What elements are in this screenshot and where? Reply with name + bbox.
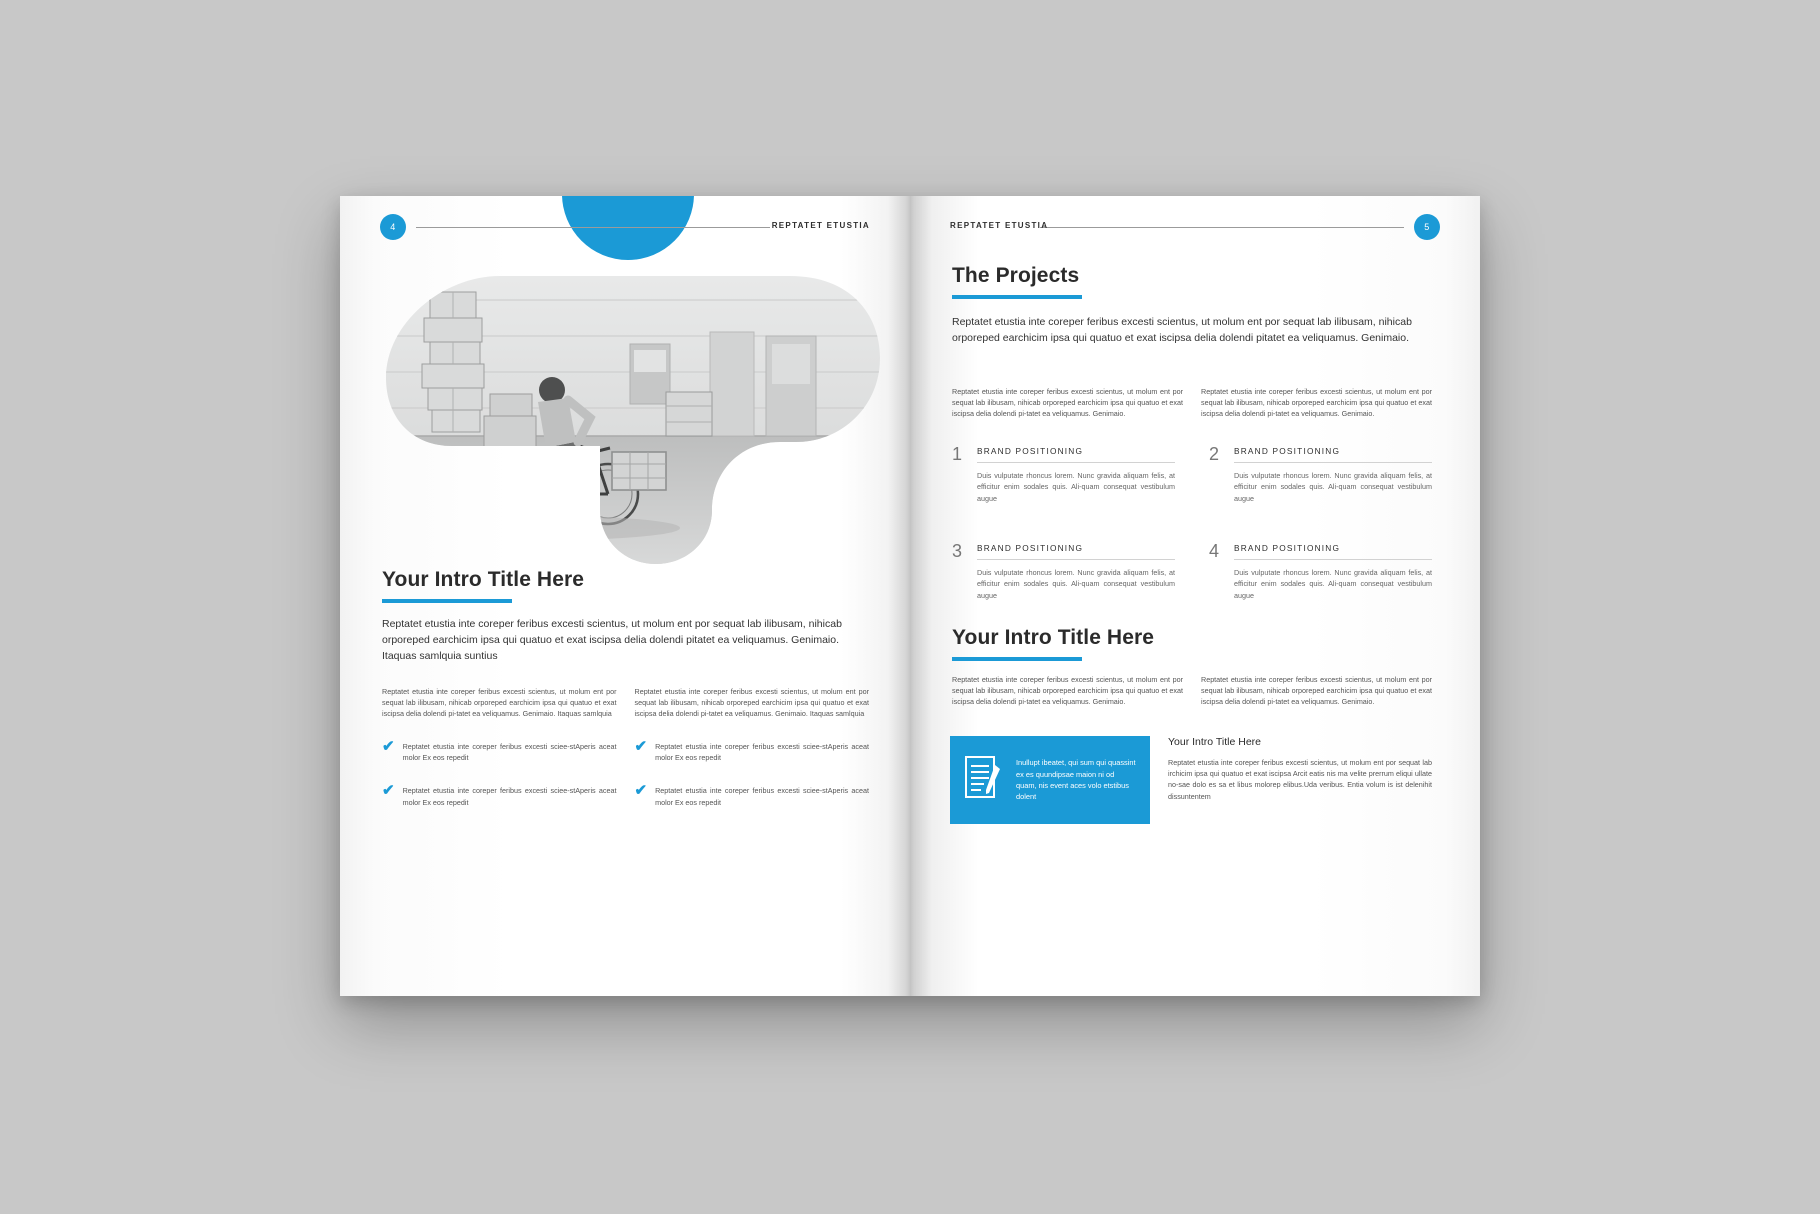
running-head-left: REPTATET ETUSTIA (771, 221, 870, 230)
feature-number: 3 (952, 540, 963, 561)
page-number-left: 4 (380, 214, 406, 240)
left-lead-paragraph: Reptatet etustia inte coreper feribus excesti scientus, ut molum ent por sequat lab ilibusam, nihicab orporeped earchicim ipsa qui quatuo et exat iscipsa delia dolendi pitatet ea veliquamus. Genimaio. Itaquas samlquia suntius (382, 618, 842, 662)
feature-text: Duis vulputate rhoncus lorem. Nunc gravida aliquam felis, at efficitur enim sodales quis. Ali-quam consequat vestibulum augue (1234, 568, 1432, 600)
page-number-right: 5 (1414, 214, 1440, 240)
callout-text: Inullupt ibeatet, qui sum qui quassint ex es quundipsae maion ni od quam, nis event aces volo etstibus dolent (1016, 758, 1136, 802)
feature-item (1209, 446, 1432, 511)
right-body-column-1: Reptatet etustia inte coreper feribus excesti scientus, ut molum ent por sequat lab ilibusam, nihicab orporeped earchicim ipsa qui quatuo et exat iscipsa delia dolendi pi-tatet ea veliquamus. Genimaio. (952, 387, 1183, 419)
feature-divider (1234, 462, 1432, 463)
right-title-block (952, 264, 1082, 299)
right-secondary-column-2: Reptatet etustia inte coreper feribus excesti scientus, ut molum ent por sequat lab ilibusam, nihicab orporeped earchicim ipsa qui quatuo et exat iscipsa delia dolendi pi-tatet ea veliquamus. Genimaio. (1201, 675, 1432, 707)
feature-item (1209, 540, 1432, 608)
feature-number: 4 (1209, 540, 1220, 561)
checklist-item-text: Reptatet etustia inte coreper feribus excesti sciee-stAperis aceat molor Ex eos repedit (402, 742, 617, 763)
checklist-item (634, 782, 870, 807)
left-body-column-2: Reptatet etustia inte coreper feribus excesti scientus, ut molum ent por sequat lab ilibusam, nihicab orporeped earchicim ipsa qui quatuo et exat iscipsa delia dolendi pi-tatet ea veliquamus. Genimaio. Itaquas samlquia (634, 687, 869, 719)
feature-text: Duis vulputate rhoncus lorem. Nunc gravida aliquam felis, at efficitur enim sodales quis. Ali-quam consequat vestibulum augue (977, 568, 1175, 600)
right-title-underline (952, 295, 1082, 299)
checklist-item-text: Reptatet etustia inte coreper feribus excesti sciee-stAperis aceat molor Ex eos repedit (655, 742, 869, 763)
right-lead-paragraph: Reptatet etustia inte coreper feribus excesti scientus, ut molum ent por sequat lab ilibusam, nihicab orporeped earchicim ipsa qui quatuo et exat iscipsa delia dolendi pitatet ea veliquamus. Genimaio. (952, 316, 1412, 344)
feature-divider (977, 559, 1175, 560)
document-pen-icon (964, 755, 1004, 806)
feature-divider (1234, 559, 1432, 560)
checklist-item (382, 782, 617, 807)
blue-dome-decoration (562, 196, 694, 260)
feature-divider (977, 462, 1175, 463)
check-icon: ✔ (382, 782, 395, 800)
checklist-item-text: Reptatet etustia inte coreper feribus excesti sciee-stAperis aceat molor Ex eos repedit (655, 786, 869, 807)
left-body-columns (382, 686, 869, 720)
right-secondary-column-1: Reptatet etustia inte coreper feribus excesti scientus, ut molum ent por sequat lab ilibusam, nihicab orporeped earchicim ipsa qui quatuo et exat iscipsa delia dolendi pi-tatet ea veliquamus. Genimaio. (952, 675, 1183, 707)
left-body-column-1: Reptatet etustia inte coreper feribus excesti scientus, ut molum ent por sequat lab ilibusam, nihicab orporeped earchicim ipsa qui quatuo et exat iscipsa delia dolendi pi-tatet ea veliquamus. Genimaio. Itaquas samlquia (382, 687, 617, 719)
feature-number: 2 (1209, 444, 1220, 464)
header-rule-right (1040, 227, 1404, 228)
sidebox (1168, 736, 1432, 802)
hero-photo (380, 266, 900, 566)
sidebox-title: Your Intro Title Here (1168, 736, 1261, 748)
left-title-block (382, 568, 584, 603)
feature-text: Duis vulputate rhoncus lorem. Nunc gravida aliquam felis, at efficitur enim sodales quis. Ali-quam consequat vestibulum augue (1234, 471, 1432, 503)
right-body-column-2: Reptatet etustia inte coreper feribus excesti scientus, ut molum ent por sequat lab ilibusam, nihicab orporeped earchicim ipsa qui quatuo et exat iscipsa delia dolendi pi-tatet ea veliquamus. Genimaio. (1201, 387, 1432, 419)
checklist-item-text: Reptatet etustia inte coreper feribus excesti sciee-stAperis aceat molor Ex eos repedit (402, 786, 617, 807)
header-rule-left (416, 227, 770, 228)
checklist-item (634, 738, 870, 763)
feature-item (952, 446, 1175, 511)
left-title-underline (382, 599, 512, 603)
check-icon: ✔ (634, 782, 648, 800)
right-secondary-columns (952, 674, 1432, 708)
right-page (910, 196, 1480, 996)
right-secondary-title-underline (952, 657, 1082, 661)
right-page-title: The Projects (952, 264, 1080, 287)
feature-number: 1 (952, 444, 963, 464)
feature-item (952, 540, 1175, 608)
left-page-title: Your Intro Title Here (382, 568, 585, 591)
check-icon: ✔ (634, 738, 648, 755)
feature-grid (952, 446, 1432, 608)
right-secondary-title-block (952, 626, 1154, 661)
check-icon: ✔ (382, 738, 395, 755)
running-head-right: REPTATET ETUSTIA (950, 221, 1049, 230)
checklist-item (382, 738, 617, 763)
feature-heading: BRAND POSITIONING (977, 542, 1084, 553)
right-body-columns (952, 386, 1432, 420)
feature-heading: BRAND POSITIONING (977, 446, 1084, 456)
left-page (340, 196, 910, 996)
sidebox-text: Reptatet etustia inte coreper feribus excesti scientus, ut molum ent por sequat lab irchicim ipsa qui quatuo et exat iscipsa Arcit eatis nis ma velite prerrum eliqui ullate no-sae dolo es sa et libus molorep elibus.Uda veribus. Entia volum is ist delenihit dissuntentem (1168, 758, 1432, 801)
callout-box (950, 736, 1150, 824)
magazine-spread (340, 196, 1480, 996)
feature-text: Duis vulputate rhoncus lorem. Nunc gravida aliquam felis, at efficitur enim sodales quis. Ali-quam consequat vestibulum augue (977, 471, 1175, 503)
feature-heading: BRAND POSITIONING (1234, 542, 1341, 553)
checklist (382, 738, 869, 808)
feature-heading: BRAND POSITIONING (1234, 446, 1341, 456)
right-secondary-title: Your Intro Title Here (952, 626, 1155, 649)
